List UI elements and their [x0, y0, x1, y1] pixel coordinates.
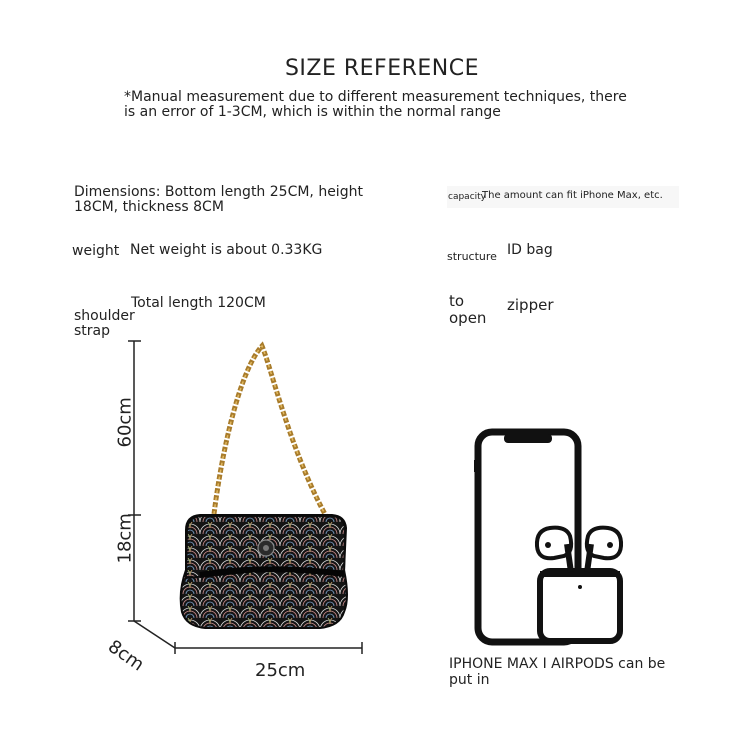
length-measure: 25cm [255, 660, 306, 681]
strap-value: Total length 120CM [131, 295, 266, 311]
thickness-line [134, 621, 175, 648]
strap-label: shoulder strap [74, 308, 135, 339]
measurement-note: *Manual measurement due to different measurement techniques, there is an error of 1-3CM, which is within the normal range [124, 89, 627, 120]
phone-side-button [576, 482, 581, 512]
phone-volume-button [474, 460, 478, 472]
weight-label: weight [72, 243, 120, 259]
airpods-case-icon [540, 571, 620, 641]
open-value: zipper [507, 296, 554, 314]
strap-drop-measure: 60cm [114, 397, 136, 448]
capacity-label: capacity [448, 192, 486, 202]
structure-label: structure [447, 250, 497, 263]
weight-value: Net weight is about 0.33KG [130, 242, 323, 258]
emblem-center [263, 545, 269, 551]
dimensions-text: Dimensions: Bottom length 25CM, height 18CM, thickness 8CM [74, 184, 363, 215]
capacity-value: The amount can fit iPhone Max, etc. [482, 190, 663, 201]
thickness-measure: 8cm [103, 636, 148, 676]
structure-value: ID bag [507, 242, 553, 258]
airpods-caption: IPHONE MAX I AIRPODS can be put in [449, 656, 666, 688]
height-measure: 18cm [114, 513, 136, 564]
open-label: to open [449, 292, 487, 327]
page-title: SIZE REFERENCE [284, 56, 480, 81]
phone-notch [504, 434, 552, 443]
bag-dimension-figure [0, 330, 380, 690]
phone-airpods-figure [468, 426, 638, 648]
